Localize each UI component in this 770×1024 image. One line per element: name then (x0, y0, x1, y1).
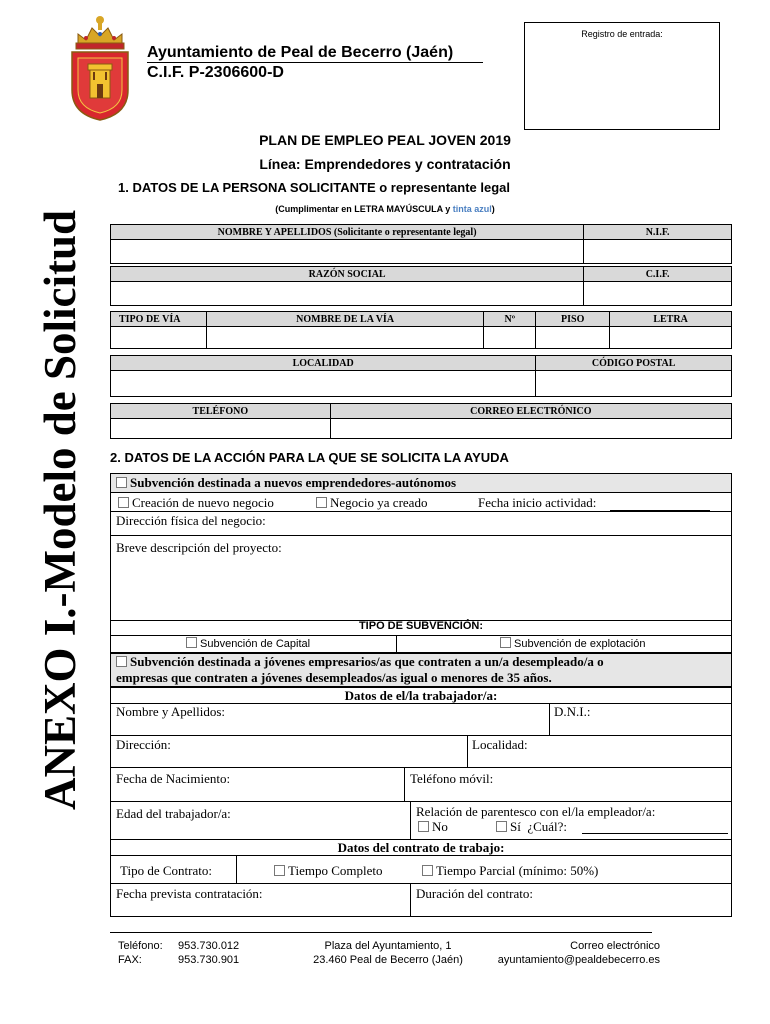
tiempo-completo-option[interactable] (274, 863, 383, 879)
field-letra[interactable] (610, 327, 732, 349)
divider (396, 635, 397, 653)
divider (110, 735, 732, 736)
field-cif[interactable] (584, 282, 732, 306)
field-telefono[interactable] (111, 419, 331, 439)
relacion-si-checkbox[interactable] (496, 821, 507, 832)
emprendedores-option[interactable] (116, 475, 456, 491)
footer-fax-label: FAX: (118, 954, 142, 966)
footer-tel: 953.730.012 (178, 940, 240, 952)
note-text-1: (Cumplimentar en LETRA MAYÚSCULA y (275, 204, 453, 214)
field-localidad[interactable] (111, 371, 536, 397)
divider (404, 767, 405, 801)
relacion-no-option[interactable] (418, 819, 448, 835)
label-nombre: NOMBRE Y APELLIDOS (Solicitante o representante legal) (111, 225, 584, 240)
creado-label: Negocio ya creado (330, 495, 428, 510)
edad-label: Edad del trabajador/a: (116, 806, 231, 821)
field-nif[interactable] (584, 240, 732, 264)
divider (236, 855, 237, 883)
divider (110, 767, 732, 768)
divider (410, 883, 411, 917)
jovenes-label-2: empresas que contraten a jóvenes desempleados/as igual o menores de 35 años. (116, 670, 552, 685)
label-tipo-via: TIPO DE VÍA (111, 312, 207, 327)
creacion-option[interactable] (118, 495, 274, 511)
label-numero: Nº (484, 312, 536, 327)
relacion-label: Relación de parentesco con el/la empleador/a: (416, 804, 656, 819)
table-localidad (110, 355, 732, 397)
nombre-apellidos-label: Nombre y Apellidos: (116, 704, 226, 719)
tipo-subvencion-label: TIPO DE SUBVENCIÓN: (358, 620, 484, 632)
emprendedores-label: Subvención destinada a nuevos emprendedores-autónomos (130, 475, 457, 490)
label-piso: PISO (536, 312, 610, 327)
label-nif: N.I.F. (584, 225, 732, 240)
relacion-cual-label: ¿Cuál?: (527, 819, 568, 834)
field-piso[interactable] (536, 327, 610, 349)
registro-label: Registro de entrada: (581, 29, 663, 39)
footer-address-1: Plaza del Ayuntamiento, 1 (324, 940, 452, 952)
tiempo-completo-label: Tiempo Completo (288, 863, 383, 878)
organization-name: Ayuntamiento de Peal de Becerro (Jaén) (147, 43, 483, 63)
relacion-si-option[interactable] (496, 819, 567, 835)
relacion-no-label: No (432, 819, 448, 834)
label-razon-social: RAZÓN SOCIAL (111, 267, 584, 282)
table-razon (110, 266, 732, 306)
subv-capital-checkbox[interactable] (186, 637, 197, 648)
label-letra: LETRA (610, 312, 732, 327)
subv-explotacion-label: Subvención de explotación (514, 638, 646, 650)
label-correo: CORREO ELECTRÓNICO (330, 404, 731, 419)
tiempo-parcial-label: Tiempo Parcial (mínimo: 50%) (436, 863, 599, 878)
datos-trabajador-label: Datos de el/la trabajador/a: (344, 688, 498, 703)
tiempo-completo-checkbox[interactable] (274, 865, 285, 876)
subv-capital-option[interactable] (186, 637, 310, 650)
field-correo[interactable] (330, 419, 731, 439)
divider (410, 801, 411, 839)
tiempo-parcial-option[interactable] (422, 863, 598, 879)
field-codigo-postal[interactable] (536, 371, 732, 397)
duracion-label: Duración del contrato: (416, 886, 533, 901)
section1-heading: 1. DATOS DE LA PERSONA SOLICITANTE o representante legal (118, 180, 510, 195)
subv-explotacion-checkbox[interactable] (500, 637, 511, 648)
label-codigo-postal: CÓDIGO POSTAL (536, 356, 732, 371)
creado-checkbox[interactable] (316, 497, 327, 508)
fecha-nacimiento-label: Fecha de Nacimiento: (116, 771, 231, 786)
dni-label: D.N.I.: (554, 704, 591, 719)
divider (549, 703, 550, 735)
jovenes-option[interactable] (116, 654, 604, 670)
footer-fax: 953.730.901 (178, 954, 240, 966)
relacion-si-label: Sí (510, 819, 521, 834)
label-cif: C.I.F. (584, 267, 732, 282)
plan-title: PLAN DE EMPLEO PEAL JOVEN 2019 (259, 132, 511, 148)
relacion-no-checkbox[interactable] (418, 821, 429, 832)
divider (110, 801, 732, 802)
direccion-fisica-label: Dirección física del negocio: (116, 513, 266, 528)
municipal-crest-logo (64, 10, 136, 122)
divider (110, 535, 732, 536)
subv-capital-label: Subvención de Capital (200, 638, 311, 650)
direccion-label: Dirección: (116, 737, 171, 752)
datos-contrato-label: Datos del contrato de trabajo: (337, 840, 505, 855)
relacion-cual-field[interactable] (582, 833, 728, 834)
table-contacto (110, 403, 732, 439)
linea-title: Línea: Emprendedores y contratación (259, 156, 511, 172)
divider (110, 883, 732, 884)
label-localidad: LOCALIDAD (111, 356, 536, 371)
field-nombre[interactable] (111, 240, 584, 264)
emprendedores-checkbox[interactable] (116, 477, 127, 488)
table-direccion (110, 311, 732, 349)
creacion-label: Creación de nuevo negocio (132, 495, 274, 510)
table-nombre (110, 224, 732, 264)
subv-explotacion-option[interactable] (500, 637, 645, 650)
section2-heading: 2. DATOS DE LA ACCIÓN PARA LA QUE SE SOLICITA LA AYUDA (110, 450, 509, 465)
breve-descripcion-label: Breve descripción del proyecto: (116, 540, 282, 555)
creado-option[interactable] (316, 495, 427, 511)
localidad-label: Localidad: (472, 737, 528, 752)
jovenes-label-1: Subvención destinada a jóvenes empresarios/as que contraten a un/a desempleado/a o (130, 654, 604, 669)
organization-cif: C.I.F. P-2306600-D (147, 64, 284, 81)
label-nombre-via: NOMBRE DE LA VÍA (206, 312, 484, 327)
divider (110, 511, 732, 512)
note-text-2: ) (491, 204, 495, 214)
footer-address-2: 23.460 Peal de Becerro (Jaén) (313, 954, 463, 966)
footer-email[interactable]: ayuntamiento@pealdebecerro.es (497, 954, 660, 966)
note-blue-text: tinta azul (452, 204, 492, 214)
divider (467, 735, 468, 767)
registro-entrada-box[interactable] (524, 22, 720, 130)
jovenes-checkbox[interactable] (116, 656, 127, 667)
organization-header (147, 43, 483, 82)
footer-tel-label: Teléfono: (118, 940, 163, 952)
section1-note (0, 204, 770, 214)
telefono-movil-label: Teléfono móvil: (410, 771, 494, 786)
side-title: ANEXO I.-Modelo de Solicitud (35, 209, 85, 810)
footer-email-label: Correo electrónico (570, 940, 660, 952)
label-telefono: TELÉFONO (111, 404, 331, 419)
creacion-checkbox[interactable] (118, 497, 129, 508)
tipo-contrato-label: Tipo de Contrato: (120, 863, 212, 878)
footer-divider (110, 932, 652, 933)
divider (110, 635, 732, 636)
field-tipo-via[interactable] (111, 327, 207, 349)
field-nombre-via[interactable] (206, 327, 484, 349)
divider (110, 855, 732, 856)
tiempo-parcial-checkbox[interactable] (422, 865, 433, 876)
field-numero[interactable] (484, 327, 536, 349)
fecha-inicio-label: Fecha inicio actividad: (478, 495, 597, 510)
fecha-prevista-label: Fecha prevista contratación: (116, 886, 263, 901)
field-razon-social[interactable] (111, 282, 584, 306)
footer-phone-labels (118, 939, 163, 953)
